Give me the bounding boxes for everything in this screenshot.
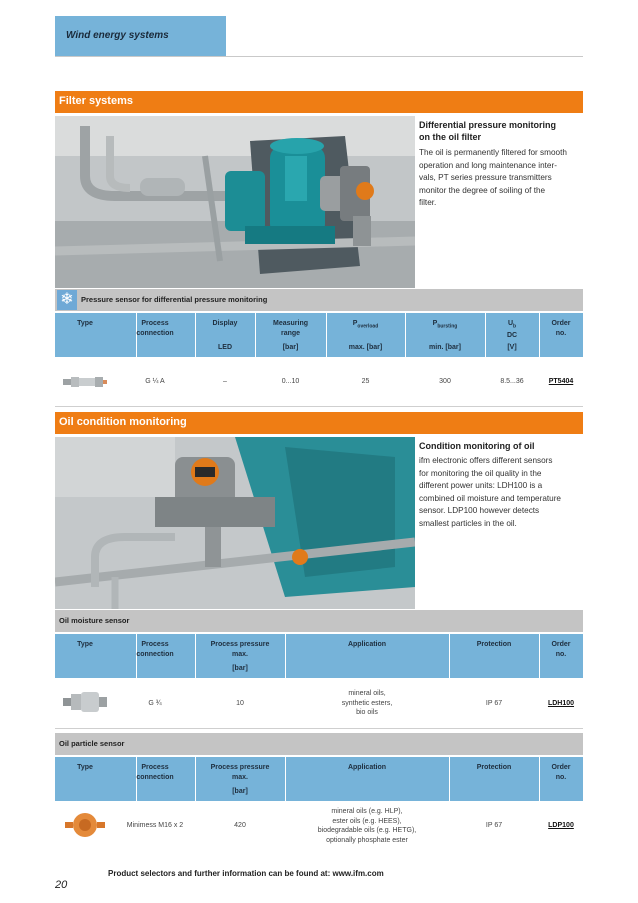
col-process-connection: [115, 763, 195, 783]
oil-side-heading: Condition monitoring of oil: [419, 441, 535, 451]
col-display: Display: [212, 320, 238, 327]
cell-application: [285, 689, 449, 718]
page-number: 20: [55, 879, 68, 891]
paragraph-line: monitor the degree of soiling of the: [419, 185, 546, 195]
col-process-connection: [115, 319, 195, 339]
application-line: optionally phosphate ester: [326, 836, 408, 844]
paragraph-line: vals, PT series pressure transmitters: [419, 173, 552, 182]
col-pressure-line: max.: [232, 651, 248, 658]
col-ub-dc: DC: [506, 332, 518, 340]
cell-process: G ¾: [148, 700, 162, 707]
section-tab: [55, 16, 226, 56]
col-pressure-line: Process pressure: [210, 641, 270, 648]
oil-side-paragraph: [419, 455, 589, 530]
oil-particle-subbar: [55, 733, 583, 755]
section-title: Wind energy systems: [66, 30, 169, 41]
pressure-sensor-subbar-title: Pressure sensor for differential pressure monitoring: [81, 295, 268, 304]
cell-overload: 25: [361, 378, 370, 385]
col-process-line: Process: [141, 764, 169, 771]
application-line: biodegradable oils (e.g. HETG),: [317, 827, 417, 834]
cell-process: G ¼ A: [145, 378, 165, 385]
col-order-line: no.: [555, 330, 567, 337]
col-order: [539, 640, 583, 660]
unit-pbursting: min. [bar]: [429, 344, 461, 351]
cell-protection: IP 67: [485, 822, 503, 829]
oil-condition-photo: [55, 437, 415, 609]
application-line: synthetic esters,: [341, 699, 393, 707]
filter-systems-bar: [55, 91, 583, 113]
col-pbursting: [405, 319, 485, 331]
order-link-ldh100[interactable]: LDH100: [547, 700, 575, 707]
col-order-line: Order: [551, 764, 571, 771]
cell-pressure: 420: [234, 822, 246, 829]
application-line: bio oils: [356, 709, 378, 716]
pressure-sensor-subbar: [55, 289, 583, 311]
cell-pressure: 10: [236, 700, 244, 707]
col-type: Type: [77, 641, 93, 648]
col-protection: Protection: [476, 764, 512, 771]
cell-display: –: [223, 378, 227, 385]
col-order-line: no.: [555, 774, 567, 781]
filter-side-heading-line: on the oil filter: [419, 132, 481, 142]
col-ub: [485, 319, 539, 341]
col-order: [539, 319, 583, 339]
cell-bursting: 300: [439, 378, 451, 385]
col-process-line: connection: [136, 651, 174, 658]
paragraph-line: for monitoring the oil quality in the: [419, 468, 542, 478]
cell-ub: 8.5...36: [500, 378, 524, 385]
col-order: [539, 763, 583, 783]
col-poverload: [326, 319, 405, 331]
filter-side-paragraph: [419, 147, 589, 210]
paragraph-line: filter.: [419, 198, 437, 207]
col-pressure-line: max.: [232, 774, 248, 781]
cell-protection: IP 67: [485, 700, 503, 707]
col-order-line: Order: [551, 641, 571, 648]
unit-ub: [V]: [507, 344, 517, 351]
col-process-pressure: [195, 640, 285, 660]
col-process-line: connection: [136, 774, 174, 781]
col-measuring-range: [255, 319, 326, 339]
paragraph-line: sensor. LDP100 however detects: [419, 506, 540, 515]
pressure-sensor-image: [63, 375, 107, 394]
order-link-pt5404[interactable]: PT5404: [548, 378, 574, 385]
col-poverload-sub: overload: [357, 323, 379, 330]
col-protection: Protection: [476, 641, 512, 648]
oil-condition-bar: [55, 412, 583, 434]
col-type: Type: [77, 764, 93, 771]
oil-moisture-subbar: [55, 610, 583, 632]
unit-display: LED: [218, 344, 232, 351]
filter-side-heading-line: Differential pressure monitoring: [419, 120, 557, 130]
col-ub-u: U: [507, 320, 513, 327]
col-measuring-line: Measuring: [272, 320, 308, 327]
col-order-line: Order: [551, 320, 571, 327]
filter-system-photo: [55, 116, 415, 288]
paragraph-line: operation and long maintenance inter-: [419, 160, 557, 170]
col-application: Application: [347, 764, 387, 771]
row-divider: [55, 406, 583, 407]
col-application: Application: [347, 641, 387, 648]
application-line: ester oils (e.g. HEES),: [332, 817, 402, 825]
application-line: mineral oils (e.g. HLP),: [331, 808, 403, 815]
filter-systems-title: Filter systems: [59, 95, 133, 107]
moisture-sensor-image: [63, 688, 107, 721]
pressure-table-header: [55, 313, 583, 357]
col-process-line: connection: [136, 330, 174, 337]
unit-pressure: [bar]: [232, 665, 248, 672]
table-row: [55, 357, 583, 406]
paragraph-line: combined oil moisture and temperature: [419, 493, 561, 503]
col-process-pressure: [195, 763, 285, 783]
col-poverload-p: P: [352, 320, 358, 327]
cell-range: 0...10: [281, 378, 300, 385]
col-order-line: no.: [555, 651, 567, 658]
order-link-ldp100[interactable]: LDP100: [548, 822, 574, 829]
cell-process: Minimess M16 x 2: [126, 822, 184, 829]
col-process-line: Process: [141, 320, 169, 327]
filter-side-heading: [419, 119, 589, 143]
snowflake-icon: ❄: [57, 290, 77, 310]
col-pbursting-p: P: [432, 320, 438, 327]
oil-condition-title: Oil condition monitoring: [59, 416, 187, 428]
oil-moisture-subbar-title: Oil moisture sensor: [59, 616, 130, 625]
cell-application: [285, 807, 449, 845]
paragraph-line: ifm electronic offers different sensors: [419, 456, 553, 465]
paragraph-line: The oil is permanently filtered for smooth: [419, 148, 567, 157]
unit-pressure: [bar]: [232, 788, 248, 795]
application-line: mineral oils,: [348, 690, 386, 697]
col-ub-sub: b: [513, 323, 517, 330]
paragraph-line: smallest particles in the oil.: [419, 518, 517, 528]
col-measuring-line: range: [280, 330, 301, 337]
footer-note: Product selectors and further information can be found at: www.ifm.com: [108, 869, 384, 878]
particle-sensor-image: [65, 810, 105, 845]
paragraph-line: different power units: LDH100 is a: [419, 481, 543, 490]
table-row: [55, 678, 583, 728]
col-pressure-line: Process pressure: [210, 764, 270, 771]
particle-table-header: [55, 757, 583, 801]
row-divider: [55, 728, 583, 729]
col-process-connection: [115, 640, 195, 660]
col-process-line: Process: [141, 641, 169, 648]
unit-measuring: [bar]: [282, 344, 299, 351]
col-type: Type: [77, 320, 93, 327]
table-row: [55, 801, 583, 851]
oil-particle-subbar-title: Oil particle sensor: [59, 739, 125, 748]
header-divider: [55, 56, 583, 57]
col-pbursting-sub: bursting: [437, 323, 458, 330]
moisture-table-header: [55, 634, 583, 678]
unit-poverload: max. [bar]: [348, 344, 383, 351]
